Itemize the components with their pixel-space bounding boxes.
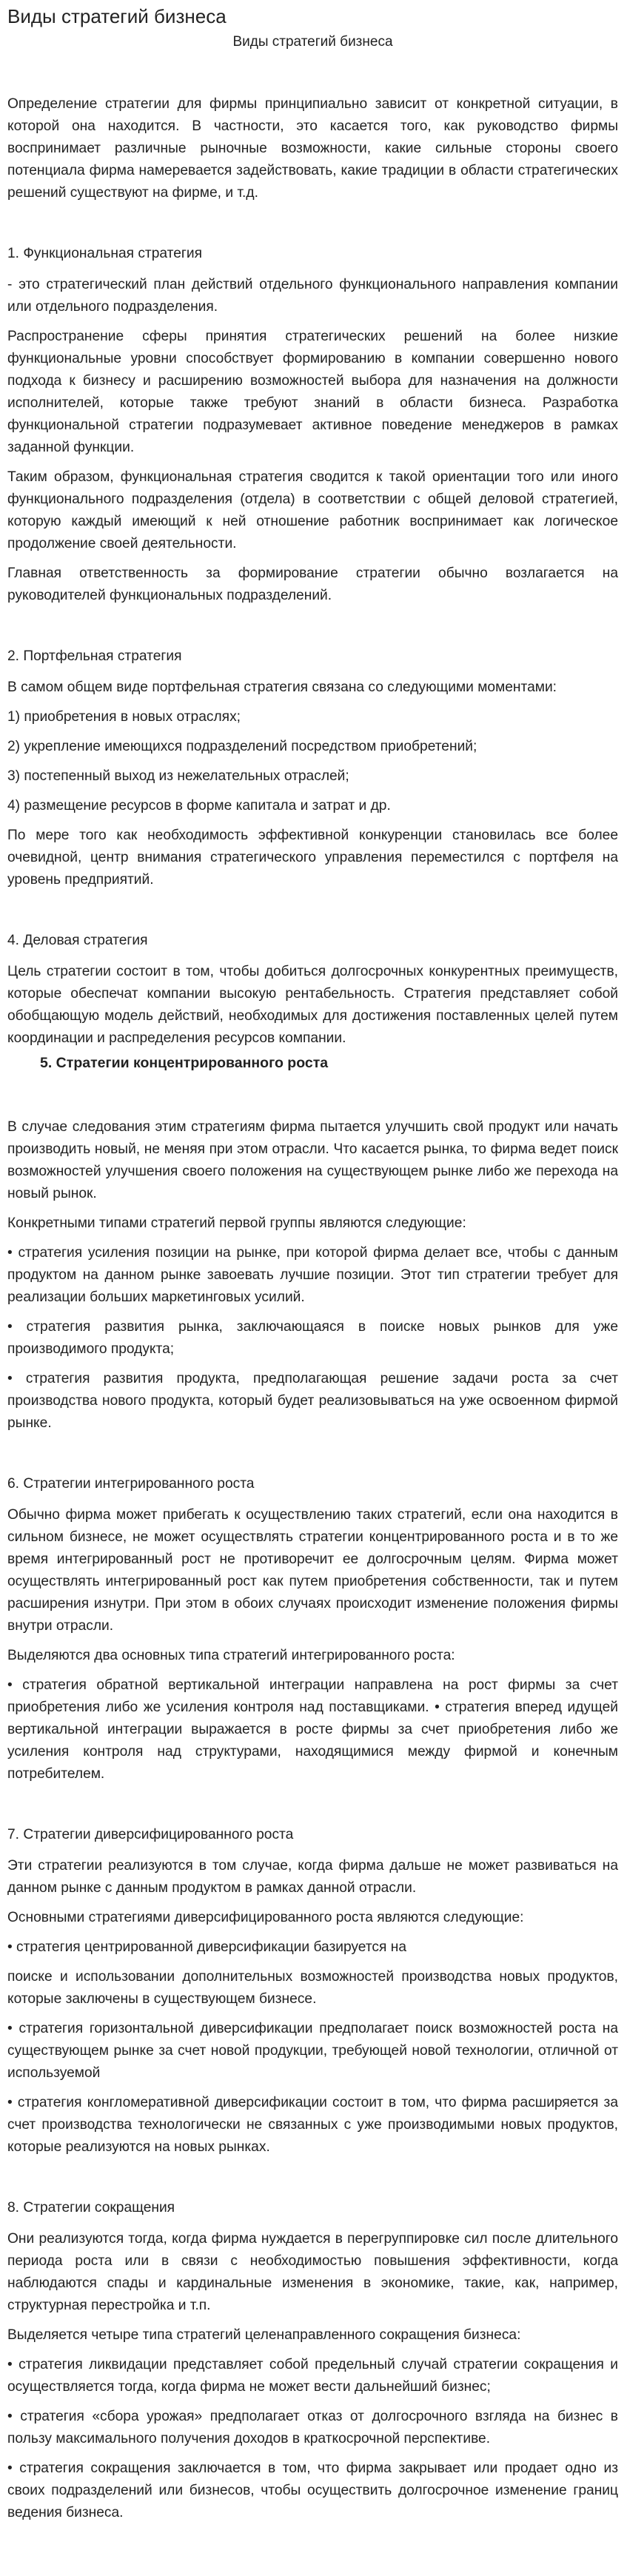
section-paragraph: Главная ответственность за формирование стратегии обычно возлагается на руководителей функциональных подразделений. <box>7 566 618 603</box>
section-functional-strategy <box>7 243 618 607</box>
section-heading-concentrated-growth: 5. Стратегии концентрированного роста <box>40 1055 329 1071</box>
intro-paragraph: Определение стратегии для фирмы принципиально зависит от конкретной ситуации, в которой она находится. В частности, это касается того, как руководство фирмы воспринимает различные рыночные возможности, какие сильные стороны своего потенциала фирма намеревается задействовать, какие традиции в области стратегических решений существуют на фирме, и т.д. <box>7 96 618 201</box>
list-item: • стратегия развития рынка, заключающаяся в поиске новых рынков для уже производимого продукта; <box>7 1319 618 1357</box>
list-item: • стратегия сокращения заключается в том, что фирма закрывает или продает одно из своих подразделений или бизнесов, чтобы осуществить долгосрочное изменение границ ведения бизнеса. <box>7 2461 618 2520</box>
section-paragraph: В самом общем виде портфельная стратегия связана со следующими моментами: <box>7 680 557 695</box>
section-heading: 2. Портфельная стратегия <box>7 648 182 664</box>
section-paragraph: - это стратегический план действий отдельного функционального направления компании или отдельного подразделения. <box>7 277 618 315</box>
list-item: • стратегия горизонтальной диверсификации предполагает поиск возможностей роста на существующем рынке за счет новой продукции, требующей новой технологии, отличной от используемой <box>7 2021 618 2081</box>
section-heading: 6. Стратегии интегрированного роста <box>7 1476 255 1492</box>
section-paragraph: Обычно фирма может прибегать к осуществлению таких стратегий, если она находится в сильном бизнесе, не может осуществлять стратегии концентрированного роста и в то же время интегрированный рост не противоречит ее долгосрочным целям. Фирма может осуществлять интегрированный рост как путем приобретения собственности, так и путем расширения изнутри. При этом в обоих случаях происходит изменение положения фирмы внутри отрасли. <box>7 1507 618 1634</box>
page-heading: Виды стратегий бизнеса <box>7 5 227 27</box>
list-item: • стратегия усиления позиции на рынке, при которой фирма делает все, чтобы с данным продуктом на данном рынке завоевать лучшие позиции. Этот тип стратегии требует для реализации больших маркетинговых усилий. <box>7 1245 618 1305</box>
section-paragraph: Выделяется четыре типа стратегий целенаправленного сокращения бизнеса: <box>7 2327 521 2343</box>
list-item: • стратегия «сбора урожая» предполагает отказ от долгосрочного взгляда на бизнес в пользу максимального получения доходов в краткосрочной перспективе. <box>7 2409 618 2446</box>
section-heading: 7. Стратегии диверсифицированного роста <box>7 1827 294 1842</box>
section-paragraph: Распространение сферы принятия стратегических решений на более низкие функциональные уровни способствует формированию в компании совершенно нового подхода к бизнесу и расширению возможностей выбора для назначения на должности исполнителей, которые также требуют знаний в области бизнеса. Разработка функциональной стратегии подразумевает активное поведение менеджеров в рамках заданной функции. <box>7 329 618 455</box>
list-item: • стратегия ликвидации представляет собой предельный случай стратегии сокращения и осуществляется тогда, когда фирма не может вести дальнейший бизнес; <box>7 2357 618 2395</box>
list-item: • стратегия развития продукта, предполагающая решение задачи роста за счет производства нового продукта, который будет реализовываться на уже освоенном фирмой рынке. <box>7 1371 618 1431</box>
section-paragraph: Основными стратегиями диверсифицированного роста являются следующие: <box>7 1910 524 1925</box>
section-integrated-growth <box>7 1473 618 1785</box>
section-business-strategy <box>7 930 618 1050</box>
list-item: 4) размещение ресурсов в форме капитала и затрат и др. <box>7 798 391 814</box>
section-concentrated-growth <box>7 1116 618 1435</box>
list-item: • стратегия обратной вертикальной интеграции направлена на рост фирмы за счет приобретения либо же усиления контроля над поставщиками. • стратегия вперед идущей вертикальной интеграции выражается в росте фирмы за счет приобретения либо же усиления контроля над структурами, находящимися между фирмой и конечным потребителем. <box>7 1677 618 1782</box>
section-paragraph: Эти стратегии реализуются в том случае, когда фирма дальше не может развиваться на данном рынке с данным продуктом в рамках данной отрасли. <box>7 1858 618 1896</box>
list-item: 2) укрепление имеющихся подразделений посредством приобретений; <box>7 739 477 754</box>
section-heading: 4. Деловая стратегия <box>7 933 148 948</box>
list-item: 3) постепенный выход из нежелательных отраслей; <box>7 768 349 784</box>
section-heading: 8. Стратегии сокращения <box>7 2200 175 2216</box>
section-reduction-strategies <box>7 2197 618 2524</box>
section-paragraph: Выделяются два основных типа стратегий интегрированного роста: <box>7 1648 455 1663</box>
document-title: Виды стратегий бизнеса <box>232 34 393 50</box>
section-paragraph: Цель стратегии состоит в том, чтобы добиться долгосрочных конкурентных преимуществ, которые обеспечат компании высокую рентабельность. Стратегия представляет собой обобщающую модель действий, необходимых для достижения поставленных целей путем координации и распределения ресурсов компании. <box>7 964 618 1046</box>
section-paragraph: По мере того как необходимость эффективной конкуренции становилась все более очевидной, центр внимания стратегического управления переместился с портфеля на уровень предприятий. <box>7 828 618 888</box>
section-diversified-growth <box>7 1824 618 2159</box>
section-paragraph: поиске и использовании дополнительных возможностей производства новых продуктов, которые заключены в существующем бизнесе. <box>7 1969 618 2007</box>
list-item: 1) приобретения в новых отраслях; <box>7 709 241 725</box>
section-paragraph: Конкретными типами стратегий первой группы являются следующие: <box>7 1215 466 1231</box>
section-portfolio-strategy <box>7 645 618 891</box>
list-item: • стратегия центрированной диверсификации базируется на <box>7 1939 406 1955</box>
section-paragraph: Они реализуются тогда, когда фирма нуждается в перегруппировке сил после длительного периода роста или в связи с необходимостью повышения эффективности, когда наблюдаются спады и кардинальные изменения в экономике, такие, как, например, структурная перестройка и т.п. <box>7 2231 618 2313</box>
list-item: • стратегия конгломеративной диверсификации состоит в том, что фирма расширяется за счет производства технологически не связанных с уже производимыми новых продуктов, которые реализуются на новых рынках. <box>7 2095 618 2155</box>
section-paragraph: В случае следования этим стратегиям фирма пытается улучшить свой продукт или начать производить новый, не меняя при этом отрасли. Что касается рынка, то фирма ведет поиск возможностей улучшения своего положения на существующем рынке либо же перехода на новый рынок. <box>7 1119 618 1201</box>
section-paragraph: Таким образом, функциональная стратегия сводится к такой ориентации того или иного функционального подразделения (отдела) в соответствии с общей деловой стратегией, которую каждый имеющий к ней отношение работник воспринимает как логическое продолжение своей деятельности. <box>7 469 618 551</box>
section-heading: 1. Функциональная стратегия <box>7 246 202 261</box>
